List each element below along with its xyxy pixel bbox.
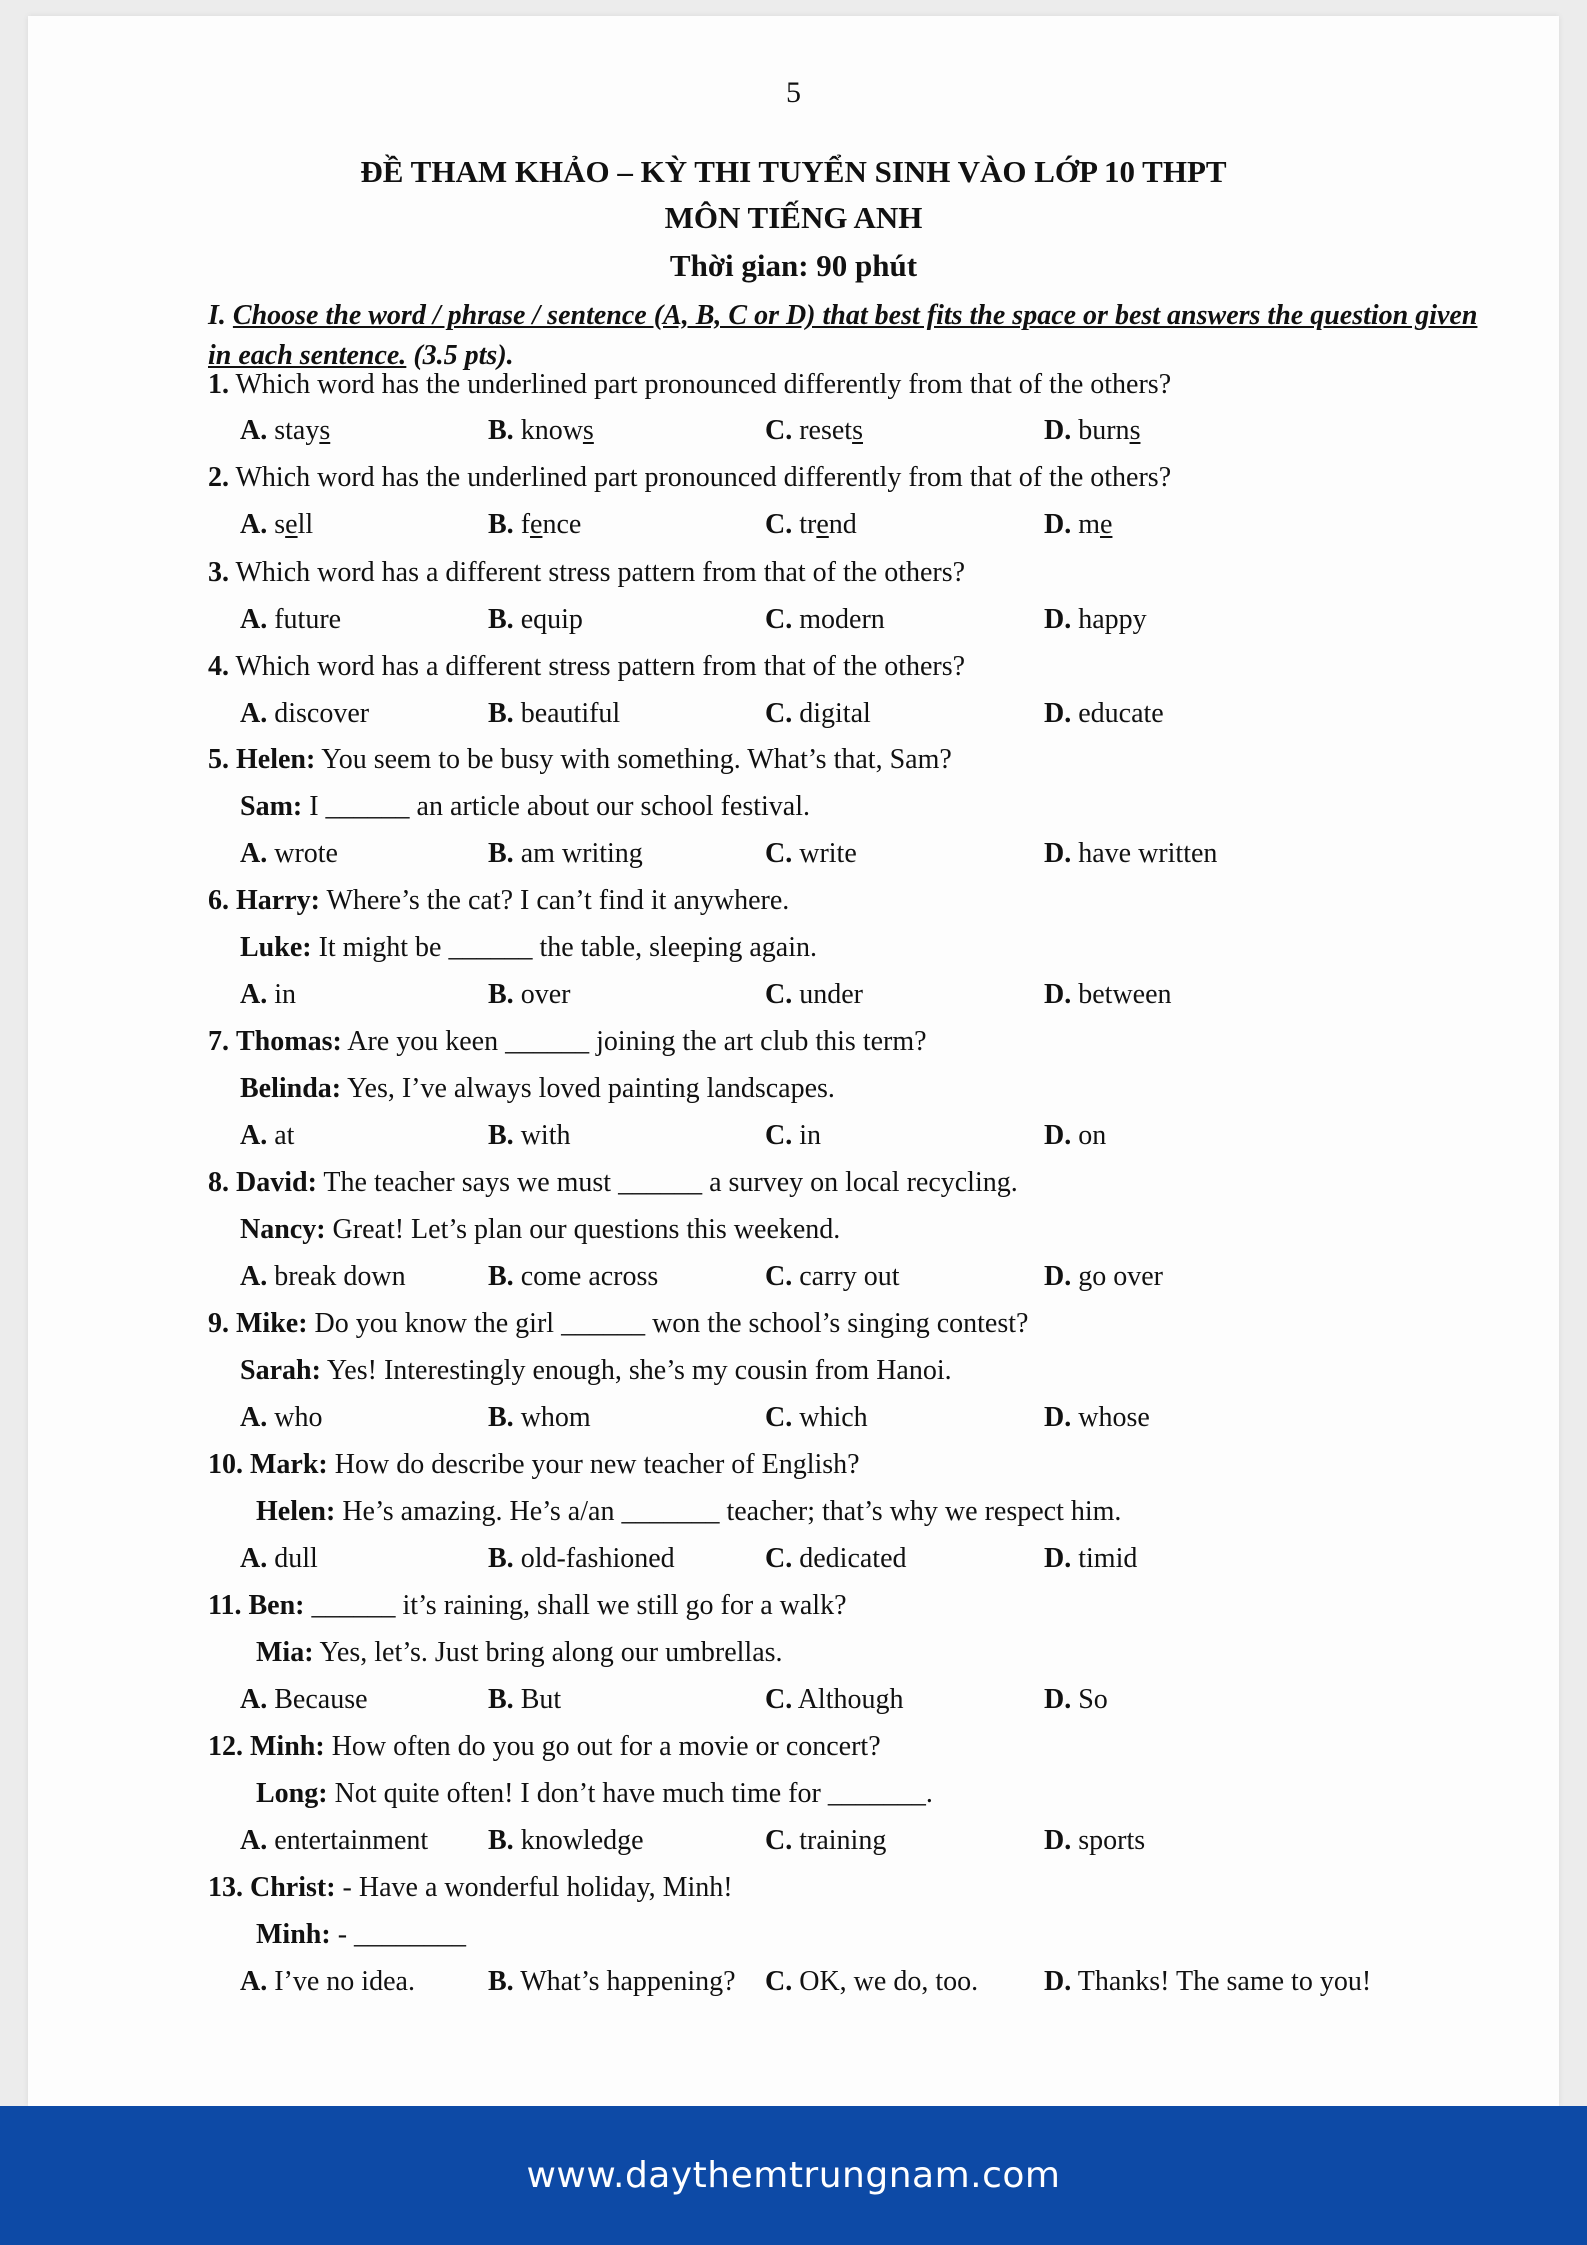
option-text: am writing xyxy=(520,838,643,869)
question-number: 8. xyxy=(208,1167,229,1198)
option-text-post: nd xyxy=(828,509,857,540)
question-number: 10. xyxy=(208,1449,243,1480)
option-letter: B. xyxy=(488,1825,514,1856)
reply-line xyxy=(240,1072,835,1106)
option-text: sports xyxy=(1078,1825,1146,1856)
reply-line xyxy=(256,1918,466,1952)
option-letter: A. xyxy=(240,509,268,540)
option-underlined-part: e xyxy=(816,509,829,540)
answer-option[interactable] xyxy=(488,1683,561,1717)
option-letter: C. xyxy=(765,415,793,446)
question-text: Are you keen ______ joining the art club this term? xyxy=(347,1026,927,1057)
footer-website[interactable]: www.daythemtrungnam.com xyxy=(526,2155,1061,2196)
answer-option[interactable] xyxy=(488,1965,736,1999)
option-underlined-part: s xyxy=(852,415,863,446)
option-letter: C. xyxy=(765,1120,793,1151)
option-text: dedicated xyxy=(799,1543,907,1574)
option-letter: A. xyxy=(240,1261,268,1292)
answer-option[interactable] xyxy=(765,1542,907,1576)
answer-option[interactable] xyxy=(765,697,871,731)
option-letter: D. xyxy=(1044,1402,1072,1433)
question-line xyxy=(208,743,952,777)
answer-option[interactable] xyxy=(488,1824,644,1858)
option-letter: C. xyxy=(765,1402,793,1433)
answer-option[interactable] xyxy=(765,978,863,1012)
speaker-name: Minh: xyxy=(250,1731,325,1762)
answer-option[interactable] xyxy=(240,837,338,871)
option-text: I’ve no idea. xyxy=(274,1966,415,1997)
answer-option[interactable] xyxy=(240,414,330,448)
option-underlined-part: e xyxy=(1100,509,1113,540)
answer-option[interactable] xyxy=(1044,1260,1163,1294)
option-text: timid xyxy=(1078,1543,1138,1574)
question-text: How often do you go out for a movie or concert? xyxy=(331,1731,881,1762)
question-text: Where’s the cat? I can’t find it anywhere. xyxy=(326,885,790,916)
option-letter: B. xyxy=(488,415,514,446)
answer-option[interactable] xyxy=(1044,1119,1106,1153)
answer-option[interactable] xyxy=(240,1119,294,1153)
option-underlined-part: e xyxy=(530,509,543,540)
answer-option[interactable] xyxy=(240,697,369,731)
option-text: Thanks! The same to you! xyxy=(1077,1966,1372,1997)
option-text: over xyxy=(520,979,571,1010)
answer-option[interactable] xyxy=(765,603,885,637)
option-letter: A. xyxy=(240,838,268,869)
answer-option[interactable] xyxy=(488,1260,658,1294)
reply-line xyxy=(240,931,817,965)
option-text-pre: m xyxy=(1078,509,1101,540)
option-letter: A. xyxy=(240,1120,268,1151)
question-line xyxy=(208,368,1171,402)
reply-text: Not quite often! I don’t have much time for _______. xyxy=(334,1778,933,1809)
option-underlined-part: s xyxy=(1129,415,1141,446)
exam-title: ĐỀ THAM KHẢO – KỲ THI TUYỂN SINH VÀO LỚP 10 THPT xyxy=(360,154,1227,189)
option-text: modern xyxy=(799,604,885,635)
question-number: 3. xyxy=(208,557,229,588)
answer-option[interactable] xyxy=(488,603,583,637)
option-letter: B. xyxy=(488,604,514,635)
question-text: Which word has a different stress pattern from that of the others? xyxy=(235,557,966,588)
question-number: 9. xyxy=(208,1308,229,1339)
option-text: entertainment xyxy=(274,1825,429,1856)
question-line xyxy=(208,1448,860,1482)
answer-option[interactable] xyxy=(1044,978,1172,1012)
answer-option[interactable] xyxy=(240,603,341,637)
option-letter: C. xyxy=(765,1543,793,1574)
reply-speaker: Helen: xyxy=(256,1496,336,1527)
option-letter: D. xyxy=(1044,1684,1072,1715)
question-text: You seem to be busy with something. What’s that, Sam? xyxy=(321,744,952,775)
option-letter: A. xyxy=(240,604,268,635)
question-line xyxy=(208,1307,1028,1341)
option-text: whose xyxy=(1078,1402,1150,1433)
reply-text: It might be ______ the table, sleeping again. xyxy=(318,932,818,963)
answer-option[interactable] xyxy=(765,1965,978,1999)
reply-speaker: Belinda: xyxy=(240,1073,342,1104)
answer-option[interactable] xyxy=(488,414,594,448)
question-number: 2. xyxy=(208,462,229,493)
answer-option[interactable] xyxy=(488,1542,675,1576)
option-text: But xyxy=(520,1684,562,1715)
reply-speaker: Long: xyxy=(256,1778,328,1809)
reply-speaker: Mia: xyxy=(256,1637,314,1668)
option-letter: C. xyxy=(765,509,793,540)
reply-text: Yes, let’s. Just bring along our umbrellas. xyxy=(319,1637,783,1668)
option-text: in xyxy=(274,979,297,1010)
option-letter: D. xyxy=(1044,1543,1072,1574)
speaker-name: David: xyxy=(236,1167,317,1198)
answer-option[interactable] xyxy=(765,508,857,542)
question-number: 7. xyxy=(208,1026,229,1057)
reply-text: - ________ xyxy=(337,1919,467,1950)
reply-line xyxy=(256,1636,783,1670)
reply-speaker: Sam: xyxy=(240,791,303,822)
option-letter: B. xyxy=(488,838,514,869)
option-text: old-fashioned xyxy=(520,1543,675,1574)
option-text: between xyxy=(1078,979,1172,1010)
option-text: happy xyxy=(1078,604,1147,635)
question-number: 1. xyxy=(208,369,229,400)
option-text: OK, we do, too. xyxy=(799,1966,979,1997)
question-number: 5. xyxy=(208,744,229,775)
question-line xyxy=(208,1871,733,1905)
option-text: Because xyxy=(274,1684,368,1715)
reply-text: I ______ an article about our school festival. xyxy=(309,791,810,822)
reply-line xyxy=(256,1777,933,1811)
option-text-pre: reset xyxy=(799,415,853,446)
instruction-text: Choose the word / phrase / sentence (A, B, C or D) that best fits the space or best answers the question given in each sentence. xyxy=(208,300,1478,371)
page-number: 5 xyxy=(786,76,801,109)
footer-banner xyxy=(0,2106,1587,2245)
option-text: What’s happening? xyxy=(520,1966,736,1997)
option-text: go over xyxy=(1078,1261,1163,1292)
answer-option[interactable] xyxy=(1044,697,1164,731)
option-letter: C. xyxy=(765,1684,793,1715)
answer-option[interactable] xyxy=(240,1965,415,1999)
option-text: whom xyxy=(520,1402,591,1433)
option-letter: B. xyxy=(488,698,514,729)
option-letter: B. xyxy=(488,1120,514,1151)
question-line xyxy=(208,556,965,590)
reply-speaker: Nancy: xyxy=(240,1214,326,1245)
option-text: future xyxy=(274,604,342,635)
option-letter: A. xyxy=(240,1402,268,1433)
speaker-name: Helen: xyxy=(236,744,316,775)
option-letter: D. xyxy=(1044,1966,1072,1997)
section-number: I. xyxy=(208,300,226,331)
option-text: carry out xyxy=(799,1261,900,1292)
option-letter: A. xyxy=(240,1825,268,1856)
reply-speaker: Luke: xyxy=(240,932,312,963)
question-text: Which word has the underlined part pronounced differently from that of the others? xyxy=(235,462,1172,493)
answer-option[interactable] xyxy=(240,978,296,1012)
reply-speaker: Minh: xyxy=(256,1919,331,1950)
option-text: under xyxy=(799,979,863,1010)
option-text-post: nce xyxy=(542,509,582,540)
option-text: break down xyxy=(274,1261,406,1292)
option-text: digital xyxy=(799,698,871,729)
option-underlined-part: e xyxy=(285,509,298,540)
question-text: - Have a wonderful holiday, Minh! xyxy=(342,1872,733,1903)
answer-option[interactable] xyxy=(240,508,313,542)
question-text: Which word has a different stress pattern from that of the others? xyxy=(235,651,966,682)
question-line xyxy=(208,461,1171,495)
question-line xyxy=(208,1730,881,1764)
answer-option[interactable] xyxy=(488,1401,591,1435)
option-text: with xyxy=(520,1120,571,1151)
question-text: The teacher says we must ______ a survey on local recycling. xyxy=(323,1167,1018,1198)
option-letter: D. xyxy=(1044,698,1072,729)
option-letter: C. xyxy=(765,979,793,1010)
question-line xyxy=(208,1025,927,1059)
answer-option[interactable] xyxy=(1044,1824,1145,1858)
speaker-name: Ben: xyxy=(248,1590,305,1621)
option-text: in xyxy=(799,1120,822,1151)
option-text-pre: s xyxy=(274,509,286,540)
option-text: Although xyxy=(797,1684,904,1715)
answer-option[interactable] xyxy=(1044,1965,1371,1999)
answer-option[interactable] xyxy=(240,1824,428,1858)
reply-speaker: Sarah: xyxy=(240,1355,321,1386)
speaker-name: Harry: xyxy=(236,885,320,916)
option-text: which xyxy=(799,1402,868,1433)
option-text: dull xyxy=(274,1543,318,1574)
answer-option[interactable] xyxy=(1044,1542,1137,1576)
option-text: write xyxy=(799,838,857,869)
question-number: 12. xyxy=(208,1731,243,1762)
speaker-name: Thomas: xyxy=(236,1026,342,1057)
option-text: So xyxy=(1078,1684,1108,1715)
option-text: at xyxy=(274,1120,295,1151)
question-line xyxy=(208,1166,1018,1200)
answer-option[interactable] xyxy=(765,1683,903,1717)
answer-option[interactable] xyxy=(488,697,620,731)
option-letter: B. xyxy=(488,1261,514,1292)
time-limit: Thời gian: 90 phút xyxy=(669,248,918,283)
option-text-pre: tr xyxy=(799,509,817,540)
answer-option[interactable] xyxy=(240,1542,318,1576)
answer-option[interactable] xyxy=(1044,508,1112,542)
answer-option[interactable] xyxy=(1044,603,1147,637)
speaker-name: Mike: xyxy=(236,1308,308,1339)
answer-option[interactable] xyxy=(240,1683,368,1717)
option-letter: B. xyxy=(488,1543,514,1574)
answer-option[interactable] xyxy=(765,1260,900,1294)
option-letter: C. xyxy=(765,604,793,635)
answer-option[interactable] xyxy=(488,978,570,1012)
answer-option[interactable] xyxy=(240,1260,406,1294)
option-letter: D. xyxy=(1044,415,1072,446)
answer-option[interactable] xyxy=(1044,1683,1108,1717)
option-text: wrote xyxy=(274,838,338,869)
option-letter: A. xyxy=(240,979,268,1010)
answer-option[interactable] xyxy=(765,414,863,448)
option-letter: A. xyxy=(240,698,268,729)
option-letter: D. xyxy=(1044,838,1072,869)
option-text: on xyxy=(1078,1120,1107,1151)
option-letter: B. xyxy=(488,1966,514,1997)
option-text: who xyxy=(274,1402,323,1433)
question-number: 6. xyxy=(208,885,229,916)
answer-option[interactable] xyxy=(488,837,643,871)
answer-option[interactable] xyxy=(765,837,857,871)
option-text: knowledge xyxy=(520,1825,644,1856)
section-points: (3.5 pts). xyxy=(413,340,514,371)
reply-text: Great! Let’s plan our questions this weekend. xyxy=(332,1214,841,1245)
question-text: How do describe your new teacher of English? xyxy=(334,1449,860,1480)
answer-option[interactable] xyxy=(1044,1401,1150,1435)
question-number: 4. xyxy=(208,651,229,682)
option-letter: D. xyxy=(1044,1120,1072,1151)
option-text: come across xyxy=(520,1261,659,1292)
reply-text: He’s amazing. He’s a/an _______ teacher; that’s why we respect him. xyxy=(342,1496,1122,1527)
option-text-pre: know xyxy=(520,415,583,446)
option-letter: D. xyxy=(1044,979,1072,1010)
option-letter: D. xyxy=(1044,604,1072,635)
option-letter: D. xyxy=(1044,509,1072,540)
answer-option[interactable] xyxy=(765,1401,868,1435)
option-text-pre: burn xyxy=(1078,415,1130,446)
question-text: ______ it’s raining, shall we still go for a walk? xyxy=(311,1590,847,1621)
option-letter: B. xyxy=(488,509,514,540)
question-line xyxy=(208,1589,847,1623)
option-underlined-part: s xyxy=(582,415,594,446)
option-letter: A. xyxy=(240,1966,268,1997)
option-text-pre: f xyxy=(520,509,531,540)
option-text-pre: stay xyxy=(274,415,320,446)
option-letter: C. xyxy=(765,838,793,869)
option-letter: A. xyxy=(240,415,268,446)
speaker-name: Christ: xyxy=(250,1872,336,1903)
question-number: 11. xyxy=(208,1590,242,1621)
option-letter: B. xyxy=(488,1402,514,1433)
reply-line xyxy=(240,790,810,824)
option-text: beautiful xyxy=(520,698,621,729)
answer-option[interactable] xyxy=(1044,414,1140,448)
option-letter: D. xyxy=(1044,1261,1072,1292)
question-number: 13. xyxy=(208,1872,243,1903)
question-text: Which word has the underlined part pronounced differently from that of the others? xyxy=(235,369,1172,400)
option-text: equip xyxy=(520,604,583,635)
option-letter: C. xyxy=(765,1261,793,1292)
option-letter: B. xyxy=(488,1684,514,1715)
option-text: discover xyxy=(274,698,370,729)
answer-option[interactable] xyxy=(1044,837,1217,871)
question-line xyxy=(208,884,789,918)
option-letter: B. xyxy=(488,979,514,1010)
answer-option[interactable] xyxy=(765,1119,821,1153)
option-letter: D. xyxy=(1044,1825,1072,1856)
section-instruction xyxy=(208,296,1483,376)
option-underlined-part: s xyxy=(319,415,331,446)
reply-line xyxy=(240,1354,952,1388)
answer-option[interactable] xyxy=(488,508,581,542)
answer-option[interactable] xyxy=(240,1401,322,1435)
question-text: Do you know the girl ______ won the school’s singing contest? xyxy=(314,1308,1029,1339)
option-letter: A. xyxy=(240,1684,268,1715)
option-letter: A. xyxy=(240,1543,268,1574)
option-letter: C. xyxy=(765,1966,793,1997)
answer-option[interactable] xyxy=(765,1824,886,1858)
option-letter: C. xyxy=(765,1825,793,1856)
option-text: educate xyxy=(1078,698,1164,729)
option-text: have written xyxy=(1078,838,1218,869)
reply-line xyxy=(240,1213,840,1247)
reply-text: Yes! Interestingly enough, she’s my cousin from Hanoi. xyxy=(326,1355,952,1386)
option-text-post: ll xyxy=(297,509,314,540)
reply-line xyxy=(256,1495,1121,1529)
reply-text: Yes, I’ve always loved painting landscapes. xyxy=(347,1073,835,1104)
speaker-name: Mark: xyxy=(250,1449,328,1480)
option-letter: C. xyxy=(765,698,793,729)
answer-option[interactable] xyxy=(488,1119,570,1153)
subject-title: MÔN TIẾNG ANH xyxy=(664,200,923,235)
question-line xyxy=(208,650,965,684)
option-text: training xyxy=(799,1825,887,1856)
exam-page xyxy=(28,16,1559,2106)
